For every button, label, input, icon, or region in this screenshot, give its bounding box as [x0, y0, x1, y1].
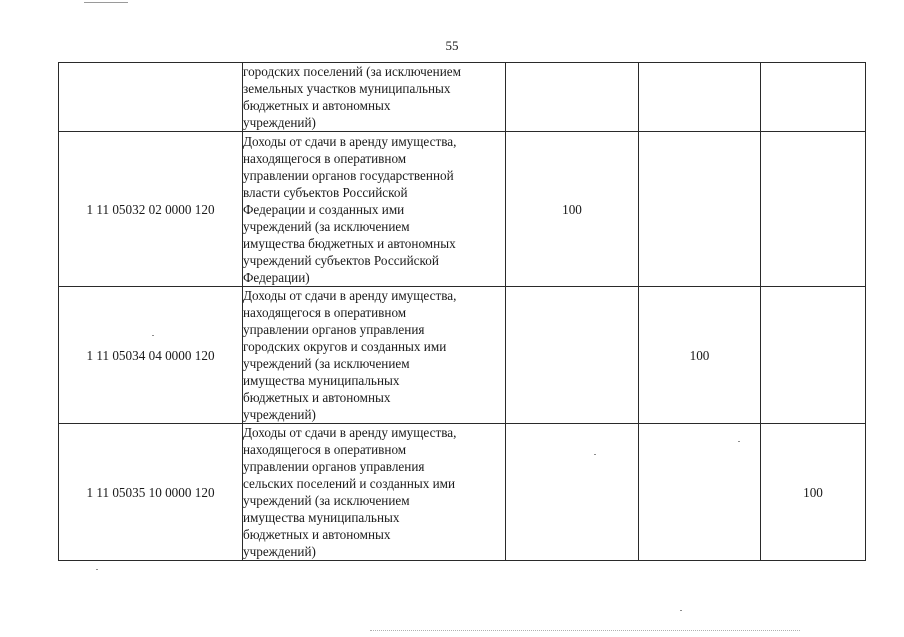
- classification-code-cell: [59, 63, 243, 132]
- classification-code-cell: 1 11 05032 02 0000 120: [59, 132, 243, 287]
- revenue-name-line: управлении органов управления: [243, 322, 425, 337]
- revenue-name-line: имущества муниципальных: [243, 510, 400, 525]
- revenue-name-line: учреждений (за исключением: [243, 493, 410, 508]
- revenue-name-line: находящегося в оперативном: [243, 305, 407, 320]
- scan-edge-mark: [84, 2, 128, 3]
- revenue-name-line: учреждений (за исключением: [243, 218, 410, 234]
- norm-percent-cell-1: [506, 63, 639, 132]
- revenue-name-cell: [243, 424, 506, 561]
- revenue-name-line: Федерации и созданных ими: [243, 201, 405, 217]
- revenue-name-line: находящегося в оперативном: [243, 150, 407, 166]
- revenue-name-line: управлении органов государственной: [243, 167, 454, 183]
- scan-speck: [738, 441, 740, 442]
- revenue-name-cell: [243, 63, 506, 132]
- norm-percent-cell-3: [761, 63, 866, 132]
- scan-speck: [152, 335, 154, 336]
- norm-percent-cell-1: [506, 424, 639, 561]
- revenue-name-line: находящегося в оперативном: [243, 442, 407, 457]
- scan-speck: [680, 610, 682, 611]
- revenue-name-line: Доходы от сдачи в аренду имущества,: [243, 133, 457, 149]
- revenue-name-cell: [243, 287, 506, 424]
- revenue-name-line: учреждений): [243, 544, 316, 559]
- norm-percent-cell-3: [761, 287, 866, 424]
- table-row: [59, 132, 866, 287]
- norm-percent-cell-1: [506, 287, 639, 424]
- table-row: [59, 63, 866, 132]
- norm-percent-cell-2: [639, 132, 761, 287]
- norm-percent-cell-2: [639, 63, 761, 132]
- scan-speck: [594, 454, 596, 455]
- norm-percent-cell-2: [639, 424, 761, 561]
- revenue-name-line: Доходы от сдачи в аренду имущества,: [243, 425, 457, 440]
- revenue-name-line: учреждений): [243, 407, 316, 422]
- classification-code-cell: 1 11 05034 04 0000 120: [59, 287, 243, 424]
- revenue-name-line: Доходы от сдачи в аренду имущества,: [243, 288, 457, 303]
- revenue-name-line: управлении органов управления: [243, 459, 425, 474]
- revenue-name-line: Федерации): [243, 269, 310, 285]
- scan-speck: [96, 569, 98, 570]
- revenue-name-line: бюджетных и автономных: [243, 98, 391, 113]
- norm-percent-cell-3: 100: [761, 424, 866, 561]
- revenue-classification-table: [58, 62, 866, 561]
- revenue-name-line: сельских поселений и созданных ими: [243, 476, 456, 491]
- classification-code-cell: 1 11 05035 10 0000 120: [59, 424, 243, 561]
- norm-percent-cell-1: 100: [506, 132, 639, 287]
- revenue-name-line: учреждений (за исключением: [243, 356, 410, 371]
- norm-percent-cell-3: [761, 132, 866, 287]
- revenue-name-line: учреждений субъектов Российской: [243, 252, 439, 268]
- revenue-name-line: земельных участков муниципальных: [243, 81, 451, 96]
- revenue-name-line: городских поселений (за исключением: [243, 64, 461, 79]
- page-number: 55: [445, 38, 459, 53]
- revenue-name-line: власти субъектов Российской: [243, 184, 408, 200]
- norm-percent-cell-2: 100: [639, 287, 761, 424]
- scan-bottom-edge: [370, 630, 800, 631]
- revenue-name-cell: [243, 132, 506, 287]
- revenue-name-line: имущества бюджетных и автономных: [243, 235, 456, 251]
- table-row: [59, 287, 866, 424]
- revenue-name-line: городских округов и созданных ими: [243, 339, 447, 354]
- revenue-name-line: бюджетных и автономных: [243, 527, 391, 542]
- table-row: [59, 424, 866, 561]
- revenue-name-line: учреждений): [243, 115, 316, 130]
- revenue-name-line: бюджетных и автономных: [243, 390, 391, 405]
- revenue-name-line: имущества муниципальных: [243, 373, 400, 388]
